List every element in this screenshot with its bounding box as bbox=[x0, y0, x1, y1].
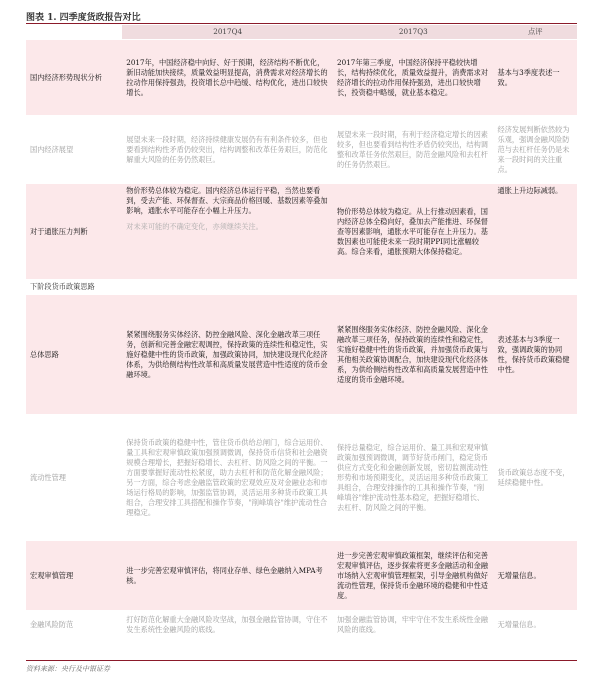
q3-cell: 紧紧围绕服务实体经济、防控金融风险、深化金融改革三项任务，保持政策的连续性和稳定性，实施好稳健中性的货币政策，并加强货币政策与其他相关政策协调配合，加快建设现代化经济体系，为供给侧结构性改革和高质量发展营造中性适度的货币金融环境。 bbox=[333, 295, 493, 415]
row-label: 流动性管理 bbox=[26, 415, 122, 541]
q3-cell: 进一步完善宏观审慎政策框架，继续评估和完善宏观审慎评估，逐步探索将更多金融活动和金融市场纳入宏观审慎管理框架，引导金融机构做好流动性管理，保持货币金融环境的稳健和中性适度。 bbox=[333, 541, 493, 611]
section-row bbox=[26, 280, 577, 295]
q4-cell: 展望未来一段时期，经济持续健康发展仍有有利条件较多，但也要看到结构性矛盾仍较突出，结构调整和改革任务艰巨，防范化解重大风险的任务仍然艰巨。 bbox=[122, 116, 333, 184]
review-cell: 通胀上升边际减弱。 bbox=[494, 184, 577, 280]
q4-cell: 保持货币政策的稳健中性，管住货币供给总闸门，综合运用价、量工具和宏观审慎政策加强预调微调，保持货币信贷和社会融资规模合理增长，把握好稳增长、去杠杆、防风险之间的平衡。一方面要掌握好流动性松紧度，助力去杠杆和防范化解金融风险；另一方面，综合考虑金融监管政策的宏观效应及对金融业态和市场运行格局的影响，加强监管协调，灵活运用多种货币政策工具组合，合理安排工具搭配和操作节奏，"削峰填谷"维护流动性合理稳定。 bbox=[122, 415, 333, 541]
table-row bbox=[26, 184, 577, 280]
q3-cell: 2017年第三季度，中国经济保持平稳较快增长，结构持续优化，质量效益提升，消费需求对经济增长的拉动作用保持强劲，进出口较快增长，投资稳中略缓，就业基本稳定。 bbox=[333, 40, 493, 116]
figure-title: 图表 1. 四季度货政报告对比 bbox=[26, 13, 141, 23]
review-cell: 货币政策总态度不变，延续稳健中性。 bbox=[494, 415, 577, 541]
q3-cell: 加强金融监管协调，牢牢守住不发生系统性金融风险的底线。 bbox=[333, 611, 493, 639]
row-label: 对于通胀压力判断 bbox=[26, 184, 122, 280]
table-row bbox=[26, 40, 577, 116]
title-rule bbox=[26, 23, 577, 24]
row-label: 宏观审慎管理 bbox=[26, 541, 122, 611]
review-cell: 表述基本与3季度一致，强调政策的协同性，保持货币政策稳健中性。 bbox=[494, 295, 577, 415]
review-cell: 经济发展判断依然较为乐观，强调金融风险防范与去杠杆任务仍是未来一段时间的关注重点。 bbox=[494, 116, 577, 184]
review-cell: 无增量信息。 bbox=[494, 541, 577, 611]
q4-cell: 2017年，中国经济稳中向好、好于预期，经济结构不断优化，新旧动能加快接续，质量效益明显提高，消费需求对经济增长的拉动作用保持强劲，投资增长总中趋缓、结构优化，进出口较快增长。 bbox=[122, 40, 333, 116]
header-review: 点评 bbox=[494, 25, 577, 40]
q4-text-main: 物价形势总体较为稳定。国内经济总体运行平稳，当然也要看到，受去产能、环保督查、大宗商品价格回暖、基数因素等叠加影响，通胀水平可能存在小幅上升压力。 bbox=[126, 186, 328, 215]
row-label: 国内经济形势现状分析 bbox=[26, 40, 122, 116]
comparison-table bbox=[26, 25, 577, 639]
header-blank bbox=[26, 25, 122, 40]
section-title: 下阶段货币政策思路 bbox=[26, 280, 577, 295]
table-row bbox=[26, 415, 577, 541]
q4-cell: 打好防范化解重大金融风险攻坚战，加强金融监管协调，守住不发生系统性金融风险的底线。 bbox=[122, 611, 333, 639]
review-cell: 基本与3季度表述一致。 bbox=[494, 40, 577, 116]
q4-cell: 紧紧围绕服务实体经济、防控金融风险、深化金融改革三项任务，创新和完善金融宏观调控，保持政策的连续性和稳定性，实施好稳健中性的货币政策，加强政策协同，加快建设现代化经济体系，为供给侧结构性改革和高质量发展营造中性适度的货币金融环境。 bbox=[122, 295, 333, 415]
table-row bbox=[26, 611, 577, 639]
q3-cell: 保持总量稳定，综合运用价、量工具和宏观审慎政策加强预调微调，调节好货币闸门，稳定货币供应方式变化和金融创新发展，密切监测流动性形势和市场预期变化，灵活运用多种货币政策工具组合，合理安排操作的工具和操作节奏，"削峰填谷"维护流动性基本稳定，把握好稳增长、去杠杆、防风险之间的平衡。 bbox=[333, 415, 493, 541]
row-label: 国内经济展望 bbox=[26, 116, 122, 184]
row-label: 总体思路 bbox=[26, 295, 122, 415]
q4-text-muted: 对未来可能的不确定变化，亦须继续关注。 bbox=[126, 222, 263, 231]
header-q3: 2017Q3 bbox=[333, 25, 493, 40]
q4-cell: 进一步完善宏观审慎评估，将同业存单、绿色金融纳入MPA考核。 bbox=[122, 541, 333, 611]
table-row bbox=[26, 295, 577, 415]
table-row bbox=[26, 116, 577, 184]
source-rule bbox=[26, 660, 577, 661]
table-row bbox=[26, 541, 577, 611]
q4-cell bbox=[122, 184, 333, 280]
header-q4: 2017Q4 bbox=[122, 25, 333, 40]
table-header-row bbox=[26, 25, 577, 40]
source-note: 资料来源：央行及中银证券 bbox=[26, 665, 110, 673]
q3-cell: 物价形势总体较为稳定。从上行推动因素看，国内经济总体全稳向好，叠加去产能推进、环保督查等因素影响，通胀水平可能存在上升压力。基数因素也可能使未来一段时期PPI同比涨幅较高。综合来看，通胀预期大体保持稳定。 bbox=[333, 184, 493, 280]
review-cell: 无增量信息。 bbox=[494, 611, 577, 639]
row-label: 金融风险防范 bbox=[26, 611, 122, 639]
q3-cell: 展望未来一段时期，有利于经济稳定增长的因素较多，但也要看到结构性矛盾仍较突出，结构调整和改革任务依然艰巨，防范金融风险和去杠杆的任务仍然艰巨。 bbox=[333, 116, 493, 184]
